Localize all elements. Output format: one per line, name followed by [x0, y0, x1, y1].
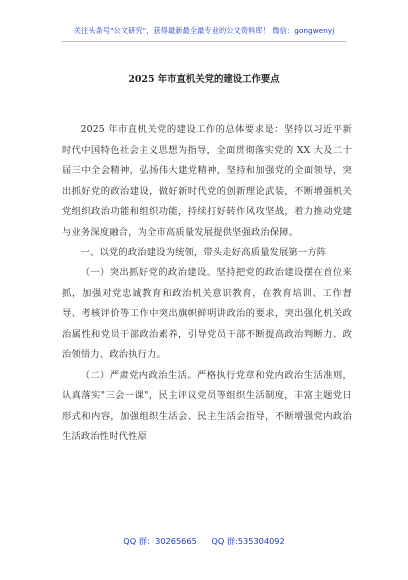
- page-header: [0, 0, 408, 56]
- document-body-part-2: [62, 263, 352, 448]
- header-divider: [62, 41, 346, 42]
- section-1-heading: 一、以党的政治建设为统领，带头走好高质量发展第一方阵: [80, 247, 327, 258]
- document-body-part-1: [62, 120, 352, 264]
- footer-qq-group-2: QQ 群:535304092: [211, 536, 285, 546]
- item-1-paragraph: （一）突出抓好党的政治建设。坚持把党的政治建设摆在首位来抓，加强对党忠诚教育和政治机关意识教育，在教育培训、工作督导、考核评价等工作中突出旗帜鲜明讲政治的要求，突出强化机关政治属性和党员干部政治素养，引导党员干部不断提高政治判断力、政治领悟力、政治执行力。: [62, 267, 352, 360]
- footer-qq-group-1: QQ 群：30265665: [123, 536, 197, 546]
- header-promo-note: 关注头条号"公文研究"，获得最新最全最专业的公文资料库！ 微信：gongwenyj: [73, 26, 335, 35]
- intro-paragraph: 2025 年市直机关党的建设工作的总体要求是：坚持以习近平新时代中国特色社会主义思想为指导，全面贯彻落实党的 XX 大及二十届三中全会精神，弘扬伟大建党精神，坚持和加强党的全面领导，突出抓好党的政治建设，做好新时代党的创新理论武装，不断增强机关党组织政治功能和组织功能，持续打好转作风攻坚战，着力推动党建与业务深度融合，为全市高质量发展提供坚强政治保障。: [62, 124, 352, 238]
- item-2-paragraph: （二）严肃党内政治生活。严格执行党章和党内政治生活准则，认真落实"三会一课"，民主评议党员等组织生活制度，丰富主题党日形式和内容，加强组织生活会、民主生活会指导，不断增强党内政治生活政治性时代性原: [62, 369, 352, 442]
- document-title: 2025 年市直机关党的建设工作要点: [128, 74, 280, 85]
- page-footer: [0, 536, 408, 547]
